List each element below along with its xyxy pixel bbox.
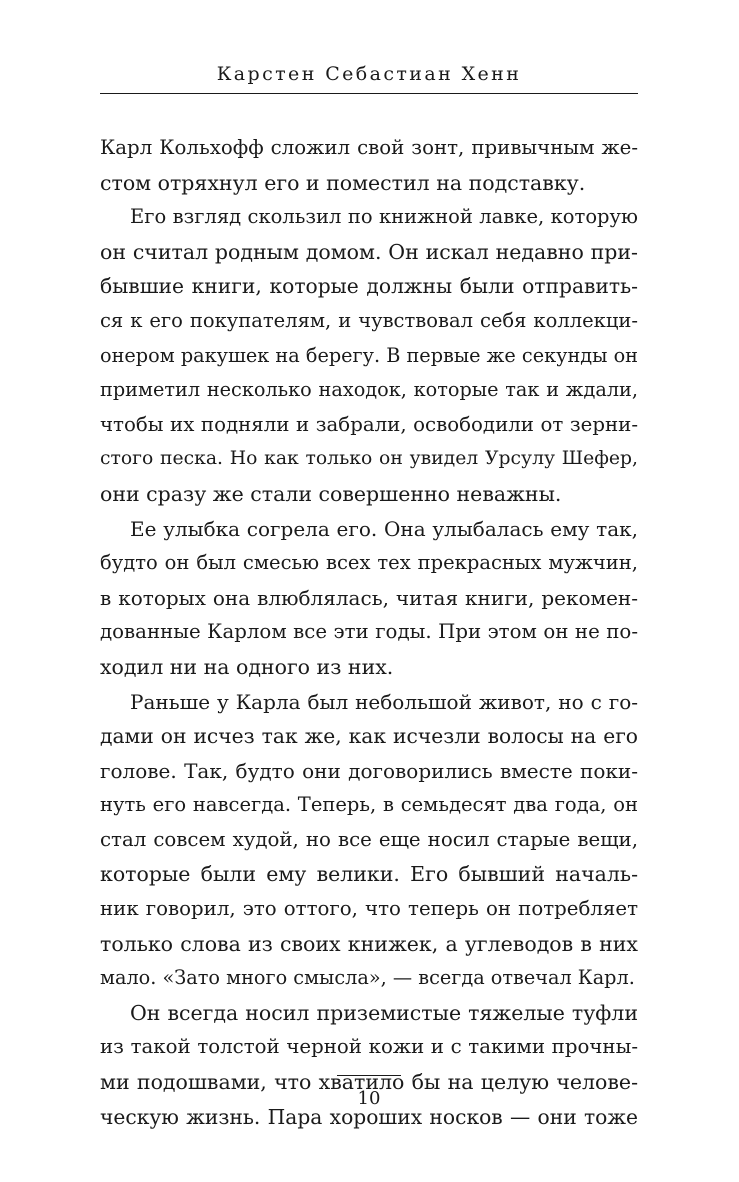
text-line: Он всегда носил приземистые тяжелые туфли xyxy=(130,1000,638,1025)
text-line: ходил ни на одного из них. xyxy=(100,654,394,679)
text-line: приметил несколько находок, которые так и ждали, xyxy=(100,378,638,402)
text-line: из такой толстой черной кожи и с такими прочны- xyxy=(100,1035,638,1059)
header-rule xyxy=(100,93,638,94)
text-line: голове. Так, будто они договорились вместе поки- xyxy=(100,758,638,783)
text-line: Его взгляд скользил по книжной лавке, которую xyxy=(130,205,638,229)
text-line: мало. «Зато много смысла», — всегда отвечал Карл. xyxy=(100,966,635,990)
page-number: 10 xyxy=(357,1088,381,1109)
text-line: они сразу же стали совершенно неважны. xyxy=(100,481,562,506)
text-line: ник говорил, это оттого, что теперь он потребляет xyxy=(100,897,638,921)
text-line: будто он был смесью всех тех прекрасных мужчин, xyxy=(100,551,638,575)
text-line: в которых она влюблялась, читая книги, рекомен- xyxy=(100,585,638,610)
text-line: Раньше у Карла был небольшой живот, но с го- xyxy=(130,689,638,714)
text-line: он считал родным домом. Он искал недавно при- xyxy=(100,239,638,264)
text-line: которые были ему велики. Его бывший началь- xyxy=(100,862,638,887)
running-head-author: Карстен Себастиан Хенн xyxy=(216,63,522,85)
text-line: стом отряхнул его и поместил на подставку. xyxy=(100,170,586,195)
text-line: Карл Кольхофф сложил свой зонт, привычным же- xyxy=(100,136,638,159)
text-line: ческую жизнь. Пара хороших носков — они тоже xyxy=(100,1104,638,1129)
text-line: Ее улыбка согрела его. Она улыбалась ему так, xyxy=(130,516,638,541)
text-line: ми подошвами, что хватило бы на целую челове- xyxy=(100,1070,638,1095)
text-line: бывшие книги, которые должны были отправить- xyxy=(100,274,638,299)
text-line: онером ракушек на берегу. В первые же секунды он xyxy=(100,343,638,367)
text-line: нуть его навсегда. Теперь, в семьдесят два года, он xyxy=(100,793,638,817)
text-line: чтобы их подняли и забрали, освободили от зерни- xyxy=(100,412,638,436)
text-line: стого песка. Но как только он увидел Урсулу Шефер, xyxy=(100,448,638,470)
text-line: стал совсем худой, но все еще носил старые вещи, xyxy=(100,827,638,851)
body-text xyxy=(100,131,638,1134)
text-line: только слова из своих книжек, а углеводов в них xyxy=(100,931,638,956)
text-line: ся к его покупателям, и чувствовал себя коллекци- xyxy=(100,308,638,332)
text-line: дами он исчез так же, как исчезли волосы на его xyxy=(100,724,638,749)
footer-rule xyxy=(337,1075,401,1076)
text-line: дованные Карлом все эти годы. При этом он не по- xyxy=(100,620,638,644)
